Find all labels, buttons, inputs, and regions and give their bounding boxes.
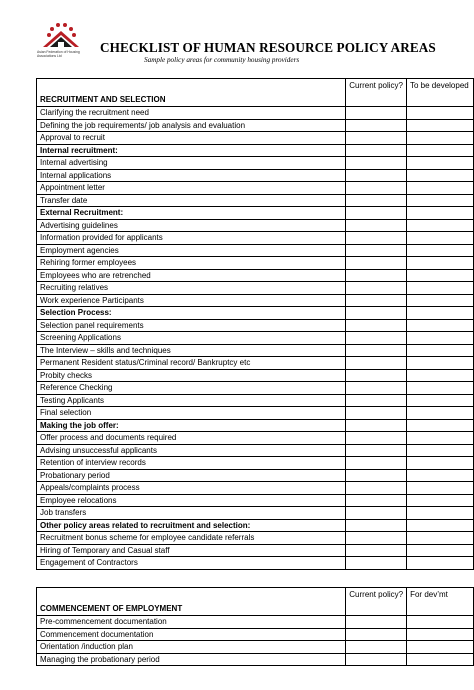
table-row — [37, 382, 474, 395]
current-policy-cell[interactable] — [346, 382, 407, 395]
table-row — [37, 244, 474, 257]
current-policy-cell[interactable] — [346, 344, 407, 357]
table-row — [37, 653, 474, 666]
current-policy-cell[interactable] — [346, 357, 407, 370]
current-policy-cell[interactable] — [346, 419, 407, 432]
table-row — [37, 482, 474, 495]
to-be-developed-cell[interactable] — [407, 144, 474, 157]
policy-area-label: Advising unsuccessful applicants — [37, 444, 346, 457]
policy-area-label: Probity checks — [37, 369, 346, 382]
current-policy-cell[interactable] — [346, 169, 407, 182]
to-be-developed-cell[interactable] — [407, 641, 474, 654]
to-be-developed-cell[interactable] — [407, 382, 474, 395]
policy-area-label: Advertising guidelines — [37, 219, 346, 232]
policy-area-label: Work experience Participants — [37, 294, 346, 307]
current-policy-cell[interactable] — [346, 332, 407, 345]
policy-area-label: The Interview – skills and techniques — [37, 344, 346, 357]
current-policy-cell[interactable] — [346, 494, 407, 507]
to-be-developed-cell[interactable] — [407, 194, 474, 207]
current-policy-cell[interactable] — [346, 369, 407, 382]
to-be-developed-cell[interactable] — [407, 482, 474, 495]
to-be-developed-cell[interactable] — [407, 132, 474, 145]
table-row — [37, 394, 474, 407]
policy-area-label: Information provided for applicants — [37, 232, 346, 245]
to-be-developed-cell[interactable] — [407, 444, 474, 457]
current-policy-cell[interactable] — [346, 407, 407, 420]
table-row — [37, 132, 474, 145]
table-row — [37, 182, 474, 195]
for-development-header: For dev’mt — [407, 588, 474, 616]
section-heading: External Recruitment: — [37, 207, 346, 220]
to-be-developed-cell[interactable] — [407, 407, 474, 420]
table-row — [37, 282, 474, 295]
to-be-developed-cell[interactable] — [407, 557, 474, 570]
table-row — [37, 557, 474, 570]
current-policy-cell[interactable] — [346, 119, 407, 132]
table-row — [37, 369, 474, 382]
table-row — [37, 616, 474, 629]
policy-area-label: Testing Applicants — [37, 394, 346, 407]
to-be-developed-header: To be developed — [407, 79, 474, 107]
table-row — [37, 344, 474, 357]
table-row — [37, 294, 474, 307]
table-row — [37, 269, 474, 282]
policy-area-label: Screening Applications — [37, 332, 346, 345]
to-be-developed-cell[interactable] — [407, 157, 474, 170]
table-row — [37, 507, 474, 520]
current-policy-cell[interactable] — [346, 519, 407, 532]
section-heading-row — [37, 519, 474, 532]
to-be-developed-cell[interactable] — [407, 432, 474, 445]
to-be-developed-cell[interactable] — [407, 628, 474, 641]
current-policy-cell[interactable] — [346, 207, 407, 220]
to-be-developed-cell[interactable] — [407, 653, 474, 666]
current-policy-cell[interactable] — [346, 232, 407, 245]
to-be-developed-cell[interactable] — [407, 282, 474, 295]
to-be-developed-cell[interactable] — [407, 257, 474, 270]
table-row — [37, 194, 474, 207]
section-heading: Making the job offer: — [37, 419, 346, 432]
table-row — [37, 157, 474, 170]
current-policy-cell[interactable] — [346, 507, 407, 520]
to-be-developed-cell[interactable] — [407, 332, 474, 345]
table-row — [37, 219, 474, 232]
table-row — [37, 107, 474, 120]
to-be-developed-cell[interactable] — [407, 519, 474, 532]
current-policy-cell[interactable] — [346, 219, 407, 232]
table-row — [37, 332, 474, 345]
policy-area-label: Managing the probationary period — [37, 653, 346, 666]
current-policy-cell[interactable] — [346, 628, 407, 641]
to-be-developed-cell[interactable] — [407, 294, 474, 307]
policy-area-label: Recruiting relatives — [37, 282, 346, 295]
current-policy-cell[interactable] — [346, 282, 407, 295]
section-heading: Selection Process: — [37, 307, 346, 320]
table-row — [37, 319, 474, 332]
to-be-developed-cell[interactable] — [407, 232, 474, 245]
section-heading-row — [37, 144, 474, 157]
document-title: CHECKLIST OF HUMAN RESOURCE POLICY AREAS — [100, 40, 436, 55]
policy-area-label: Orientation /induction plan — [37, 641, 346, 654]
current-policy-cell[interactable] — [346, 257, 407, 270]
to-be-developed-cell[interactable] — [407, 469, 474, 482]
policy-area-label: Offer process and documents required — [37, 432, 346, 445]
table-row — [37, 494, 474, 507]
to-be-developed-cell[interactable] — [407, 169, 474, 182]
current-policy-cell[interactable] — [346, 457, 407, 470]
to-be-developed-cell[interactable] — [407, 419, 474, 432]
to-be-developed-cell[interactable] — [407, 182, 474, 195]
policy-area-label: Hiring of Temporary and Casual staff — [37, 544, 346, 557]
to-be-developed-cell[interactable] — [407, 269, 474, 282]
to-be-developed-cell[interactable] — [407, 616, 474, 629]
policy-area-label: Commencement documentation — [37, 628, 346, 641]
recruitment-checklist-table — [36, 78, 474, 570]
current-policy-header: Current policy? — [346, 79, 407, 107]
policy-area-label: Employee relocations — [37, 494, 346, 507]
to-be-developed-cell[interactable] — [407, 394, 474, 407]
to-be-developed-cell[interactable] — [407, 244, 474, 257]
table-row — [37, 628, 474, 641]
section-heading-row — [37, 207, 474, 220]
policy-area-label: Selection panel requirements — [37, 319, 346, 332]
policy-area-label: Permanent Resident status/Criminal record/ Bankruptcy etc — [37, 357, 346, 370]
policy-area-label: Appeals/complaints process — [37, 482, 346, 495]
policy-area-label: Appointment letter — [37, 182, 346, 195]
area-header: RECRUITMENT AND SELECTION — [37, 79, 346, 107]
current-policy-cell[interactable] — [346, 544, 407, 557]
to-be-developed-cell[interactable] — [407, 219, 474, 232]
section-heading-row — [37, 307, 474, 320]
to-be-developed-cell[interactable] — [407, 319, 474, 332]
to-be-developed-cell[interactable] — [407, 532, 474, 545]
current-policy-cell[interactable] — [346, 144, 407, 157]
policy-area-label: Engagement of Contractors — [37, 557, 346, 570]
to-be-developed-cell[interactable] — [407, 494, 474, 507]
table-header-row — [37, 79, 474, 107]
to-be-developed-cell[interactable] — [407, 119, 474, 132]
current-policy-cell[interactable] — [346, 132, 407, 145]
current-policy-cell[interactable] — [346, 557, 407, 570]
document-subtitle: Sample policy areas for community housing providers — [144, 56, 300, 64]
current-policy-cell[interactable] — [346, 269, 407, 282]
table-row — [37, 444, 474, 457]
policy-area-label: Probationary period — [37, 469, 346, 482]
policy-area-label: Employees who are retrenched — [37, 269, 346, 282]
current-policy-cell[interactable] — [346, 641, 407, 654]
section-heading: Other policy areas related to recruitment and selection: — [37, 519, 346, 532]
policy-area-label: Employment agencies — [37, 244, 346, 257]
table-row — [37, 544, 474, 557]
section-heading: Internal recruitment: — [37, 144, 346, 157]
current-policy-cell[interactable] — [346, 244, 407, 257]
table-row — [37, 357, 474, 370]
policy-area-label: Internal advertising — [37, 157, 346, 170]
area-header: COMMENCEMENT OF EMPLOYMENT — [37, 588, 346, 616]
table-row — [37, 169, 474, 182]
current-policy-cell[interactable] — [346, 482, 407, 495]
table-row — [37, 407, 474, 420]
current-policy-cell[interactable] — [346, 182, 407, 195]
to-be-developed-cell[interactable] — [407, 107, 474, 120]
to-be-developed-cell[interactable] — [407, 457, 474, 470]
section-heading-row — [37, 419, 474, 432]
policy-area-label: Approval to recruit — [37, 132, 346, 145]
table-header-row — [37, 588, 474, 616]
table-row — [37, 457, 474, 470]
policy-area-label: Pre-commencement documentation — [37, 616, 346, 629]
to-be-developed-cell[interactable] — [407, 357, 474, 370]
policy-area-label: Defining the job requirements/ job analysis and evaluation — [37, 119, 346, 132]
table-row — [37, 469, 474, 482]
current-policy-cell[interactable] — [346, 469, 407, 482]
table-row — [37, 432, 474, 445]
policy-area-label: Job transfers — [37, 507, 346, 520]
policy-area-label: Reference Checking — [37, 382, 346, 395]
current-policy-header: Current policy? — [346, 588, 407, 616]
policy-area-label: Transfer date — [37, 194, 346, 207]
current-policy-cell[interactable] — [346, 307, 407, 320]
table-row — [37, 257, 474, 270]
current-policy-cell[interactable] — [346, 432, 407, 445]
current-policy-cell[interactable] — [346, 444, 407, 457]
current-policy-cell[interactable] — [346, 319, 407, 332]
current-policy-cell[interactable] — [346, 653, 407, 666]
to-be-developed-cell[interactable] — [407, 507, 474, 520]
table-row — [37, 641, 474, 654]
current-policy-cell[interactable] — [346, 107, 407, 120]
policy-area-label: Retention of interview records — [37, 457, 346, 470]
to-be-developed-cell[interactable] — [407, 207, 474, 220]
current-policy-cell[interactable] — [346, 532, 407, 545]
policy-area-label: Internal applications — [37, 169, 346, 182]
current-policy-cell[interactable] — [346, 194, 407, 207]
table-row — [37, 119, 474, 132]
current-policy-cell[interactable] — [346, 157, 407, 170]
policy-area-label: Recruitment bonus scheme for employee candidate referrals — [37, 532, 346, 545]
table-row — [37, 232, 474, 245]
policy-area-label: Final selection — [37, 407, 346, 420]
commencement-checklist-table — [36, 587, 474, 666]
current-policy-cell[interactable] — [346, 394, 407, 407]
to-be-developed-cell[interactable] — [407, 344, 474, 357]
table-row — [37, 532, 474, 545]
logo-caption: Asian Federation of Housing Associations Ltd — [37, 50, 80, 58]
to-be-developed-cell[interactable] — [407, 544, 474, 557]
current-policy-cell[interactable] — [346, 616, 407, 629]
current-policy-cell[interactable] — [346, 294, 407, 307]
to-be-developed-cell[interactable] — [407, 307, 474, 320]
to-be-developed-cell[interactable] — [407, 369, 474, 382]
policy-area-label: Clarifying the recruitment need — [37, 107, 346, 120]
policy-area-label: Rehiring former employees — [37, 257, 346, 270]
